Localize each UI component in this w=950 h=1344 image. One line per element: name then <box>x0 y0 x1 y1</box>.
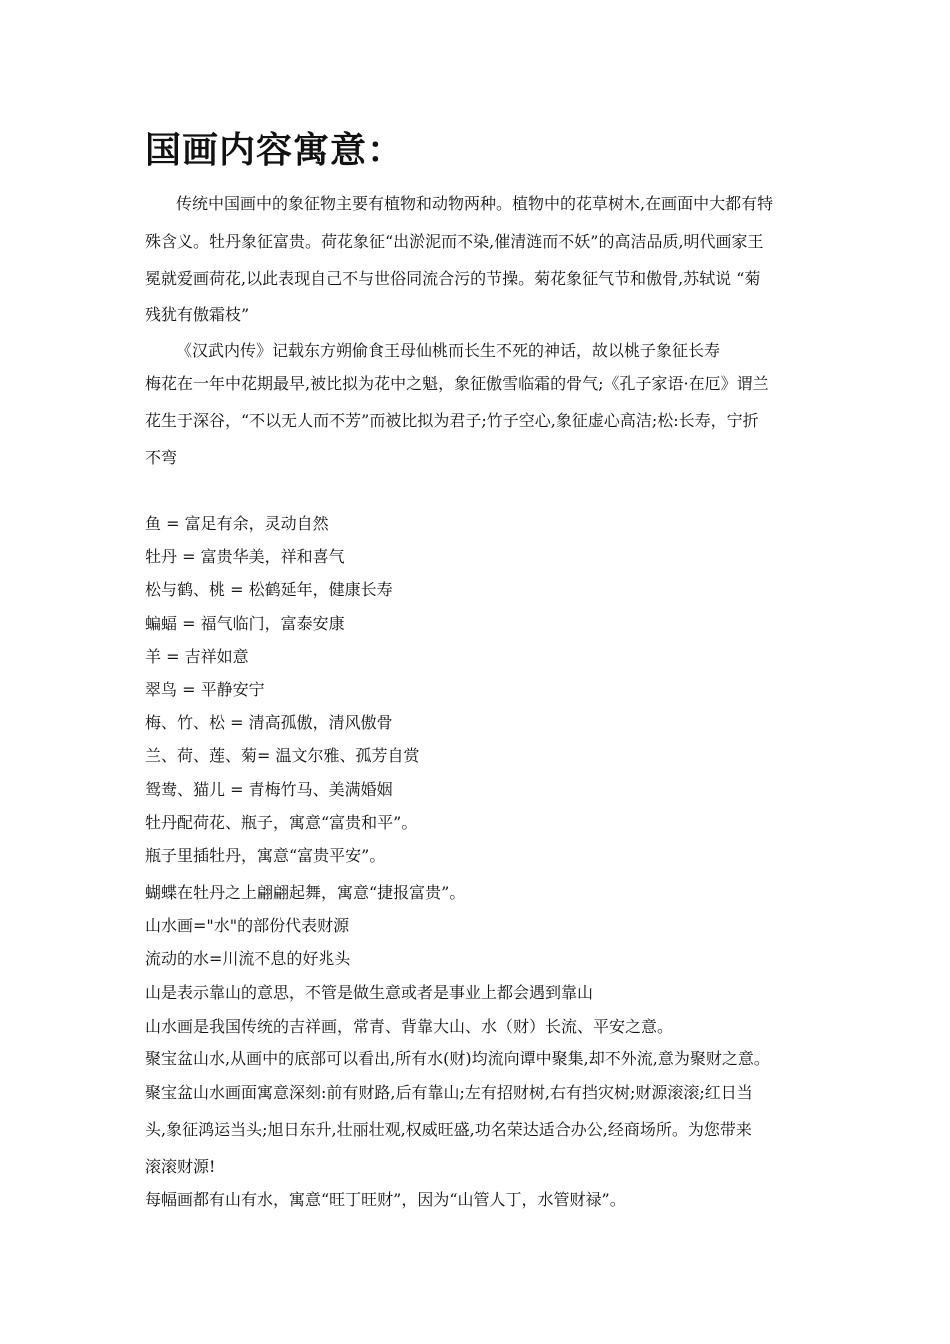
symbol-line: 翠鸟 = 平静安宁 <box>145 680 265 699</box>
symbol-line: 山是表示靠山的意思，不管是做生意或者是事业上都会遇到靠山 <box>145 983 594 1002</box>
symbol-line: 头,象征鸿运当头;旭日东升,壮丽壮观,权威旺盛,功名荣达适合办公,经商场所。为您带来 <box>145 1120 752 1139</box>
symbol-line: 蝴蝶在牡丹之上翩翩起舞，寓意“捷报富贵”。 <box>145 883 466 902</box>
symbol-line: 鱼 = 富足有余，灵动自然 <box>145 514 329 533</box>
symbol-line: 羊 = 吉祥如意 <box>145 647 249 666</box>
symbol-line: 流动的水=川流不息的好兆头 <box>145 949 351 968</box>
symbol-line: 山水画是我国传统的吉祥画，常青、背靠大山、水（财）长流、平安之意。 <box>145 1017 674 1036</box>
intro-line: 梅花在一年中花期最早,被比拟为花中之魁，象征傲雪临霜的骨气;《孔子家语·在厄》谓兰 <box>145 374 769 393</box>
intro-line: 传统中国画中的象征物主要有植物和动物两种。植物中的花草树木,在画面中大都有特 <box>176 194 774 213</box>
symbol-line: 聚宝盆山水,从画中的底部可以看出,所有水(财)均流向谭中聚集,却不外流,意为聚财之意。 <box>145 1049 770 1068</box>
symbol-line: 松与鹤、桃 = 松鹤延年，健康长寿 <box>145 580 393 599</box>
symbol-line: 兰、荷、莲、菊= 温文尔雅、孤芳自赏 <box>145 746 420 765</box>
symbol-line: 每幅画都有山有水，寓意“旺丁旺财”，因为“山管人丁，水管财禄”。 <box>145 1190 626 1209</box>
symbol-line: 牡丹 = 富贵华美，祥和喜气 <box>145 547 345 566</box>
intro-line: 残犹有傲霜枝” <box>145 305 250 324</box>
intro-line: 殊含义。牡丹象征富贵。荷花象征“出淤泥而不染,催清涟而不妖”的高洁品质,明代画家王 <box>145 232 764 251</box>
symbol-line: 蝙蝠 = 福气临门，富泰安康 <box>145 614 345 633</box>
symbol-line: 梅、竹、松 = 清高孤傲，清风傲骨 <box>145 713 393 732</box>
intro-line: 冕就爱画荷花,以此表现自己不与世俗同流合污的节操。菊花象征气节和傲骨,苏轼说 “菊 <box>145 269 761 288</box>
symbol-line: 山水画="水"的部份代表财源 <box>145 916 350 935</box>
symbol-line: 鸳鸯、猫儿 = 青梅竹马、美满婚姻 <box>145 780 393 799</box>
intro-line: 《汉武内传》记载东方朔偷食王母仙桃而长生不死的神话，故以桃子象征长寿 <box>176 341 721 360</box>
intro-line: 不弯 <box>145 448 178 467</box>
symbol-line: 牡丹配荷花、瓶子，寓意“富贵和平”。 <box>145 813 418 832</box>
symbol-line: 瓶子里插牡丹，寓意“富贵平安”。 <box>145 846 386 865</box>
symbol-line: 聚宝盆山水画面寓意深刻:前有财路,后有靠山;左有招财树,右有挡灾树;财源滚滚;红日当 <box>145 1083 753 1102</box>
intro-line: 花生于深谷，“不以无人而不芳”而被比拟为君子;竹子空心,象征虚心高洁;松:长寿，宁折 <box>145 411 759 430</box>
page-title: 国画内容寓意： <box>145 129 405 171</box>
symbol-line: 滚滚财源! <box>145 1157 216 1176</box>
